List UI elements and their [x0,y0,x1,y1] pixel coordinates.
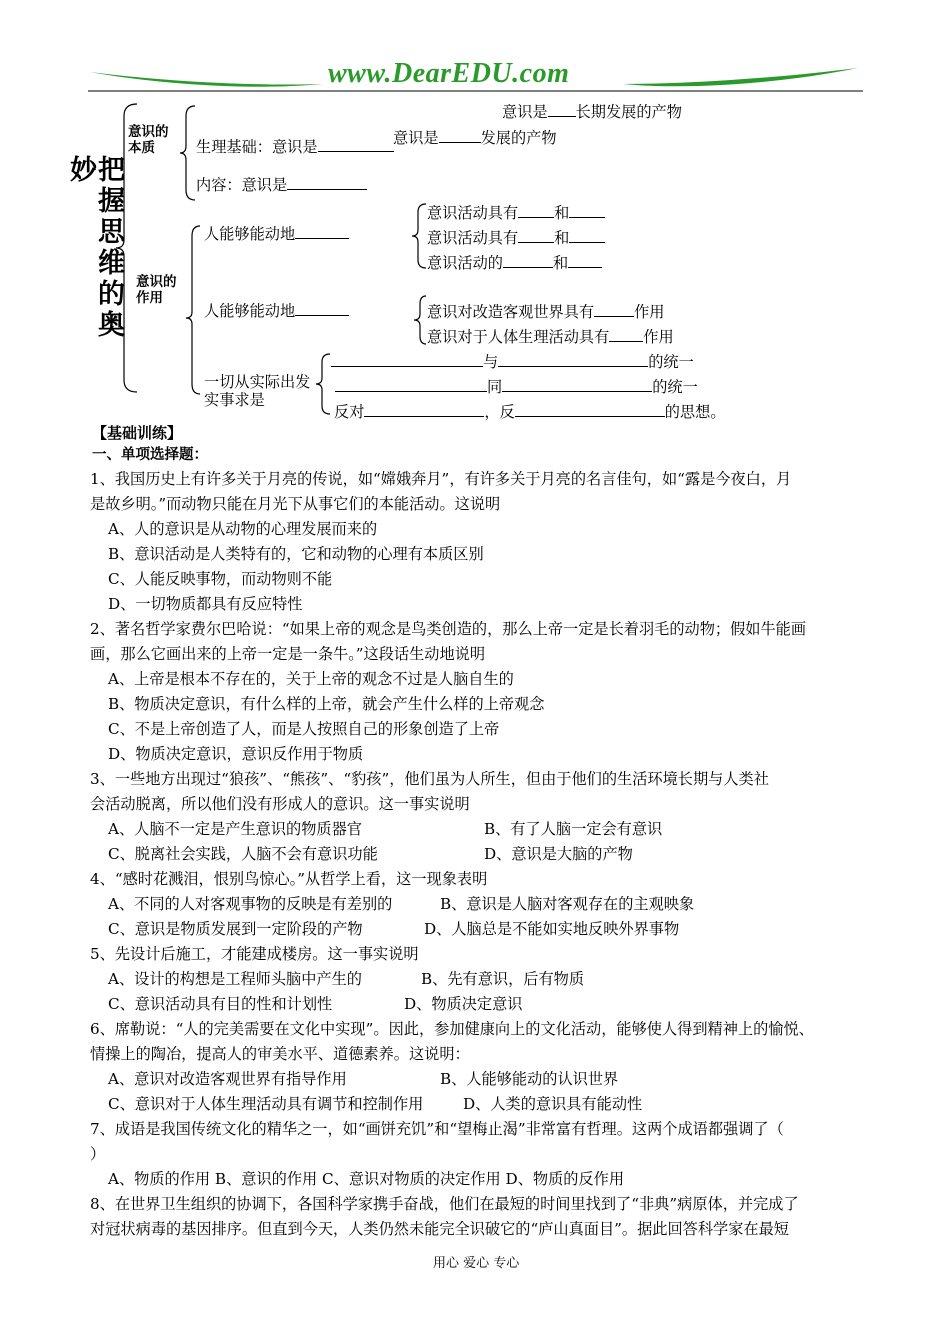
blank [364,402,484,417]
role-g1-b [427,227,605,248]
role-g1-c-and: 和 [552,254,569,272]
role-g1-c-text: 意识活动的 [427,254,503,272]
role-label-line2: 作用 [136,290,163,306]
q4-line1: 4、“感时花溅泪，恨别鸟惊心。”从哲学上看，这一现象表明 [90,870,488,888]
blank [335,377,487,392]
q3-option-d: D、意识是大脑的产物 [484,845,633,863]
essence-top-b [393,127,557,148]
role-group3-head [204,373,310,409]
blank [287,175,367,190]
mindmap-title-first-char: 妙 [70,155,97,186]
blank [295,301,349,316]
role-g3-c [334,401,726,422]
blank [569,228,605,243]
section-subtitle: 一、单项选择题： [92,447,208,463]
role-g3-b [331,376,698,397]
q1-line2: 是故乡明。”而动物只能在月光下从事它们的本能活动。这说明 [90,495,501,513]
title-char: 的 [98,279,125,310]
q6-line2: 情操上的陶冶，提高人的审美水平、道德素养。这说明： [90,1045,470,1063]
role-group1-head [204,223,349,244]
essence-top-a-text2: 长期发展的产物 [575,103,682,121]
role-g2-b [427,326,674,347]
blank [295,224,349,239]
title-char: 把 [98,155,125,186]
q5-option-a: A、设计的构想是工程师头脑中产生的 [108,970,362,988]
role-g3-b-suffix: 的统一 [652,378,698,396]
essence-label-line1: 意识的 [128,124,169,140]
role-g2-b-text: 意识对于人体生理活动具有 [427,328,610,346]
essence-top-b-text: 意识是 [393,129,439,147]
q8-line1: 8、在世界卫生组织的协调下，各国科学家携手奋战，他们在最短的时间里找到了“非典”病原体，并完成了 [90,1195,799,1213]
q3-line2: 会活动脱离，所以他们没有形成人的意识。这一事实说明 [90,795,470,813]
blank [594,302,634,317]
q2-line1: 2、著名哲学家费尔巴哈说：“如果上帝的观念是鸟类创造的，那么上帝一定是长着羽毛的动物；假如牛能画 [90,620,807,638]
role-group1-head-text: 人能够能动地 [204,225,296,243]
essence-content-text: 内容：意识是 [196,176,288,194]
role-g3-c-suffix: 的思想。 [664,403,726,421]
role-group3-head-l1: 一切从实际出发 [204,373,311,391]
q1-option-b: B、意识活动是人类特有的，它和动物的心理有本质区别 [108,545,484,563]
q7-options: A、物质的作用 B、意识的作用 C、意识对物质的决定作用 D、物质的反作用 [108,1170,625,1188]
essence-top-b-text2: 发展的产物 [480,129,557,147]
q4-option-b: B、意识是人脑对客观存在的主观映象 [440,895,695,913]
blank [498,352,648,367]
q5-option-d: D、物质决定意识 [404,995,523,1013]
q4-option-a: A、不同的人对客观事物的反映是有差别的 [108,895,393,913]
role-g1-b-and: 和 [554,229,570,247]
blank [518,203,554,218]
q5-option-c: C、意识活动具有目的性和计划性 [108,995,333,1013]
blank [439,128,481,143]
blank [502,377,652,392]
blank [331,352,483,367]
q4-option-d: D、人脑总是不能如实地反映外界事物 [424,920,680,938]
essence-top-a-text: 意识是 [502,103,548,121]
blank [569,203,605,218]
q3-option-a: A、人脑不一定是产生意识的物质器官 [108,820,362,838]
title-char: 奥 [98,310,125,341]
q3-option-c: C、脱离社会实践，人脑不会有意识功能 [108,845,378,863]
q1-line1: 1、我国历史上有许多关于月亮的传说，如“嫦娥奔月”，有许多关于月亮的名言佳句，如“露是今夜白，月 [90,470,792,488]
q2-option-d: D、物质决定意识，意识反作用于物质 [108,745,364,763]
role-label-line1: 意识的 [136,274,177,290]
q2-line2: 画，那么它画出来的上帝一定是一条牛。”这段话生动地说明 [90,645,486,663]
role-g1-a-text: 意识活动具有 [427,204,519,222]
q1-option-a: A、人的意识是从动物的心理发展而来的 [108,520,378,538]
header-site-name: www.DearEDU.com [328,58,570,89]
essence-content [196,174,367,195]
role-g3-a-with: 与 [483,353,499,371]
q3-line1: 3、一些地方出现过“狼孩”、“熊孩”、“豹孩”，他们虽为人所生，但由于他们的生活环境长期与人类社 [90,770,769,788]
q4-option-c: C、意识是物质发展到一定阶段的产物 [108,920,363,938]
section-title: 【基础训练】 [92,424,183,442]
essence-physio-text: 生理基础：意识是 [196,138,318,156]
role-group2-head-text: 人能够能动地 [204,302,296,320]
q7-line2: ） [90,1145,106,1163]
q6-option-a: A、意识对改造客观世界有指导作用 [108,1070,347,1088]
q5-line1: 5、先设计后施工，才能建成楼房。这一事实说明 [90,945,419,963]
page-footer: 用心 爱心 专心 [433,1256,520,1271]
q7-line1: 7、成语是我国传统文化的精华之一，如“画饼充饥”和“望梅止渴”非常富有哲理。这两个成语都强调了（ [90,1120,784,1138]
blank [518,228,554,243]
role-g2-b-suffix: 作用 [643,328,674,346]
blank [609,327,643,342]
blank [318,137,394,152]
role-g1-c [427,252,602,273]
title-char: 握 [98,186,125,217]
essence-top-a [502,101,682,122]
blank [568,253,602,268]
role-group3-head-l2: 实事求是 [204,391,265,409]
role-g3-c-oppose: 反对 [334,403,365,421]
role-g2-a-suffix: 作用 [634,303,665,321]
q2-option-b: B、物质决定意识，有什么样的上帝，就会产生什么样的上帝观念 [108,695,545,713]
role-g1-b-text: 意识活动具有 [427,229,519,247]
role-g3-a-suffix: 的统一 [648,353,694,371]
q1-option-d: D、一切物质都具有反应特性 [108,595,303,613]
q8-line2: 对冠状病毒的基因排序。但直到今天，人类仍然未能完全识破它的“庐山真面目”。据此回答科学家在最短 [90,1220,789,1238]
q2-option-c: C、不是上帝创造了人，而是人按照自己的形象创造了上帝 [108,720,500,738]
q6-option-c: C、意识对于人体生理活动具有调节和控制作用 [108,1095,424,1113]
q6-option-d: D、人类的意识具有能动性 [463,1095,643,1113]
role-g1-a-and: 和 [554,204,570,222]
role-g1-a [427,202,605,223]
role-g2-a [427,301,664,322]
q6-line1: 6、席勒说：“人的完美需要在文化中实现”。因此，参加健康向上的文化活动，能够使人得到精神上的愉悦、 [90,1020,814,1038]
blank [503,253,553,268]
role-g3-b-with: 同 [487,378,503,396]
title-char: 维 [98,248,125,279]
q1-option-c: C、人能反映事物，而动物则不能 [108,570,333,588]
title-char: 思 [98,217,125,248]
blank [548,102,576,117]
role-label [136,274,177,306]
q3-option-b: B、有了人脑一定会有意识 [484,820,663,838]
role-g3-c-mid: ，反 [484,403,515,421]
role-group2-head [204,300,349,321]
role-g3-a [331,351,694,372]
q2-option-a: A、上帝是根本不存在的，关于上帝的观念不过是人脑自生的 [108,670,514,688]
q5-option-b: B、先有意识，后有物质 [421,970,585,988]
q6-option-b: B、人能够能动的认识世界 [440,1070,619,1088]
essence-label-line2: 本质 [128,140,155,156]
essence-label [128,124,169,156]
blank [515,402,665,417]
role-g2-a-text: 意识对改造客观世界具有 [427,303,595,321]
essence-physio [196,136,394,157]
mindmap-title-vertical [98,155,128,341]
